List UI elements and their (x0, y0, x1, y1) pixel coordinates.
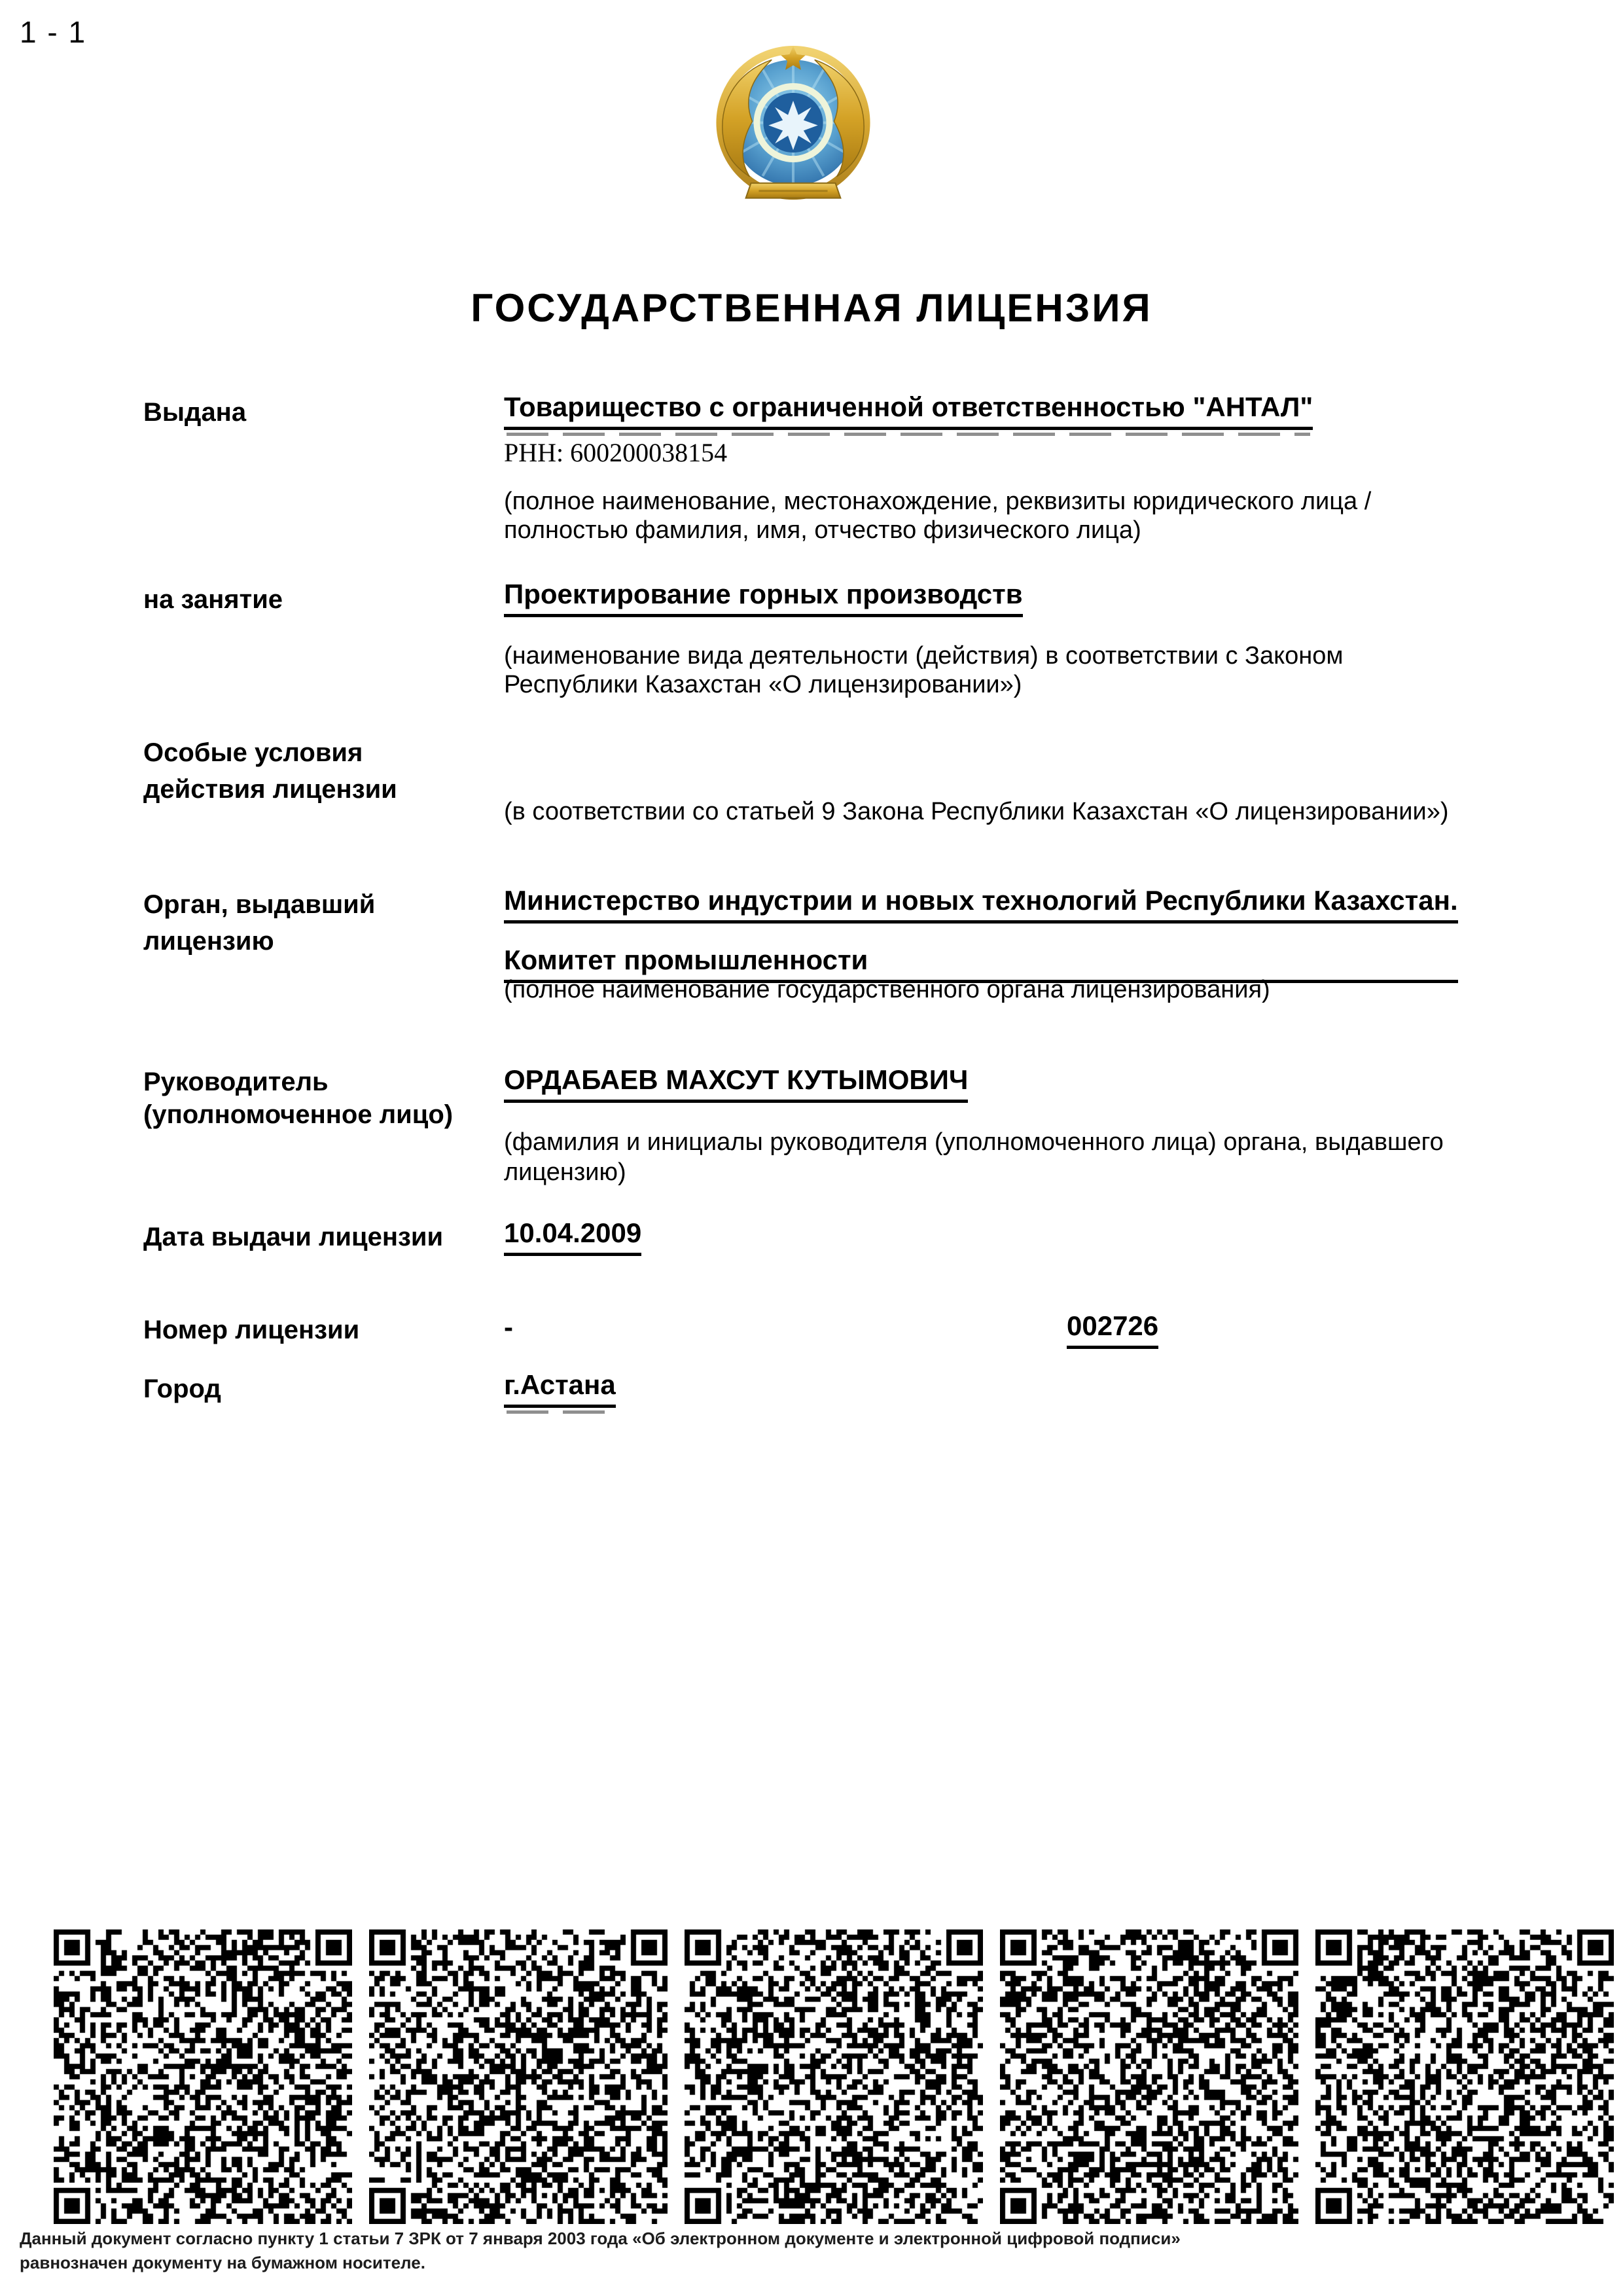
issued-to-note-line: (полное наименование, местонахождение, реквизиты юридического лица / (504, 488, 1372, 515)
special-conditions-note-line: (в соответствии со статьей 9 Закона Республики Казахстан «О лицензировании») (504, 798, 1449, 825)
activity-note (504, 641, 1525, 699)
rnn-value: РНН: 600200038154 (504, 438, 728, 467)
issuing-authority-value-line: Министерство индустрии и новых технологий Республики Казахстан. (504, 885, 1458, 924)
issuing-authority-label-line: лицензию (143, 927, 274, 956)
qr-barcode (685, 1929, 983, 2224)
activity-value: Проектирование горных производств (504, 579, 1023, 617)
head-label-line: (уполномоченное лицо) (143, 1100, 454, 1129)
license-number-dash: - (504, 1312, 513, 1342)
head-value: ОРДАБАЕВ МАХСУТ КУТЫМОВИЧ (504, 1064, 968, 1103)
special-conditions-label (143, 734, 510, 808)
head-value-wrap (504, 1064, 968, 1103)
head-note-line: лицензию) (504, 1158, 626, 1186)
license-number-value: 002726 (1067, 1310, 1158, 1349)
page-marker: 1 - 1 (20, 15, 87, 49)
issue-date-label: Дата выдачи лицензии (143, 1223, 444, 1251)
legal-footer-line: равнозначен документу на бумажном носителе. (20, 2253, 425, 2272)
issued-to-note-line: полностью фамилия, имя, отчество физического лица) (504, 516, 1141, 544)
issue-date-value-wrap (504, 1217, 641, 1256)
qr-barcode (1000, 1929, 1298, 2224)
activity-label: на занятие (143, 585, 283, 614)
head-note-line: (фамилия и инициалы руководителя (уполномоченного лица) органа, выдавшего (504, 1128, 1444, 1156)
city-value-wrap (504, 1369, 616, 1408)
issued-to-value: Товарищество с ограниченной ответственностью "АНТАЛ" (504, 391, 1313, 430)
issued-to-label: Выдана (143, 398, 247, 427)
legal-footer (20, 2227, 1603, 2275)
issuing-authority-label (143, 886, 510, 960)
special-conditions-note (504, 797, 1525, 826)
activity-note-line: Республики Казахстан «О лицензировании») (504, 671, 1022, 698)
issuing-authority-note-line: (полное наименование государственного органа лицензирования) (504, 976, 1270, 1003)
document-title: ГОСУДАРСТВЕННАЯ ЛИЦЕНЗИЯ (471, 286, 1152, 330)
issuing-authority-value-line: Комитет промышленности (504, 944, 1458, 983)
city-value: г.Астана (504, 1369, 616, 1408)
head-note (504, 1127, 1525, 1187)
qr-barcode (54, 1929, 352, 2224)
issuing-authority-note (504, 975, 1525, 1004)
activity-value-wrap (504, 579, 1023, 617)
city-label: Город (143, 1374, 221, 1403)
license-number-value-wrap (1067, 1310, 1158, 1349)
special-conditions-label-line: действия лицензии (143, 775, 397, 804)
issue-date-value: 10.04.2009 (504, 1217, 641, 1256)
issued-to-value-wrap (504, 391, 1313, 430)
special-conditions-label-line: Особые условия (143, 738, 363, 767)
issued-to-note (504, 487, 1525, 545)
issuing-authority-label-line: Орган, выдавший (143, 890, 376, 919)
qr-barcode (1315, 1929, 1614, 2224)
qr-barcode (369, 1929, 668, 2224)
license-number-label: Номер лицензии (143, 1316, 360, 1344)
head-label (143, 1066, 510, 1131)
kazakhstan-coat-of-arms-icon (712, 43, 874, 209)
head-label-line: Руководитель (143, 1067, 329, 1096)
legal-footer-line: Данный документ согласно пункту 1 статьи 7 ЗРК от 7 января 2003 года «Об электронном документе и электронной цифровой подписи» (20, 2229, 1181, 2248)
activity-note-line: (наименование вида деятельности (действия) в соответствии с Законом (504, 642, 1344, 670)
digital-signature-barcode-strip (54, 1929, 1614, 2224)
